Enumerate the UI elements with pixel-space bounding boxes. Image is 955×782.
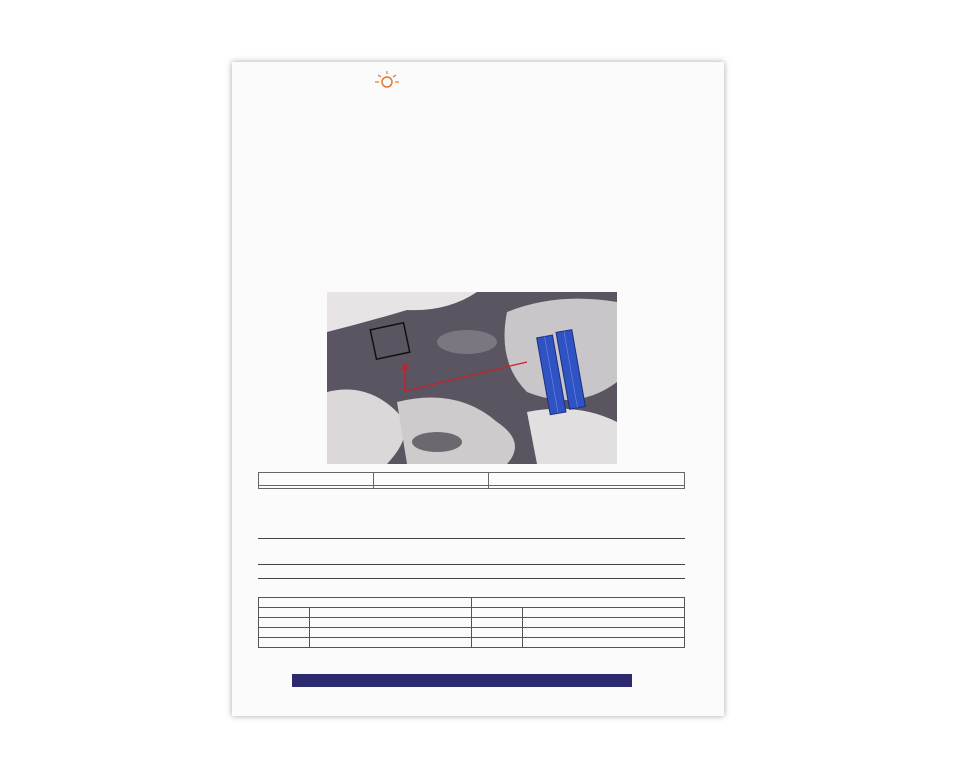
signature-label bbox=[472, 618, 523, 628]
kwac-value bbox=[374, 486, 489, 489]
status-list bbox=[489, 486, 685, 489]
header-status bbox=[489, 473, 685, 486]
divider bbox=[258, 578, 685, 579]
status-table bbox=[258, 472, 685, 489]
divider bbox=[258, 564, 685, 565]
right-signature bbox=[523, 618, 685, 628]
left-name bbox=[310, 608, 472, 618]
left-signature bbox=[310, 618, 472, 628]
date-label bbox=[259, 638, 310, 648]
document-page bbox=[232, 62, 724, 716]
left-date bbox=[310, 638, 472, 648]
name-label bbox=[259, 608, 310, 618]
sun-icon bbox=[370, 68, 404, 94]
signature-label bbox=[259, 618, 310, 628]
title-label bbox=[259, 628, 310, 638]
title-label bbox=[472, 628, 523, 638]
signature-table bbox=[258, 597, 685, 648]
date-label bbox=[472, 638, 523, 648]
left-signatory-header bbox=[259, 598, 472, 608]
right-title bbox=[523, 628, 685, 638]
right-name bbox=[523, 608, 685, 618]
kwdc-value bbox=[259, 486, 374, 489]
header-kwdc bbox=[259, 473, 374, 486]
divider bbox=[258, 538, 685, 539]
header-kwac bbox=[374, 473, 489, 486]
aerial-site-photo bbox=[327, 292, 617, 464]
footer-bar bbox=[292, 674, 632, 687]
name-label bbox=[472, 608, 523, 618]
right-signatory-header bbox=[472, 598, 685, 608]
left-title bbox=[310, 628, 472, 638]
right-date bbox=[523, 638, 685, 648]
